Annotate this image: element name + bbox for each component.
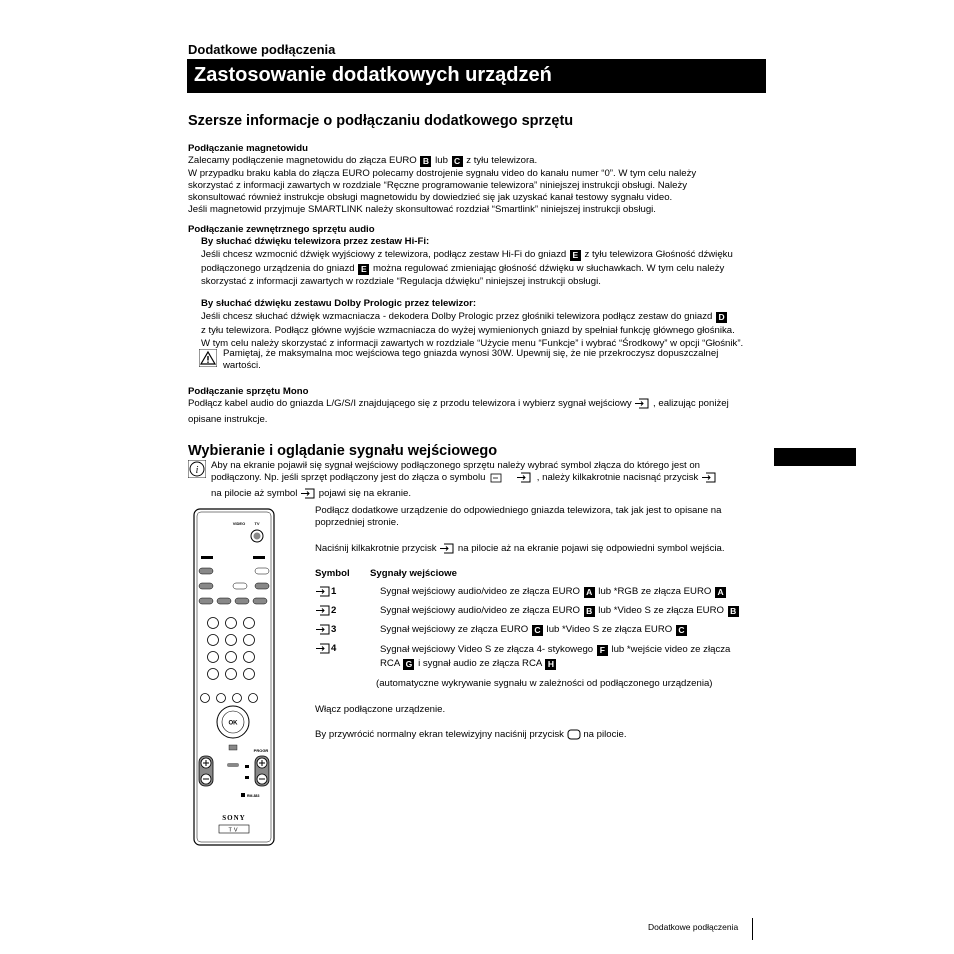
step-3: Włącz podłączone urządzenie. [315,704,446,715]
connector-d-badge: D [716,312,727,323]
remote-brand-label: SONY [222,814,246,822]
input-symbol-icon [315,586,331,597]
remote-control [193,508,275,846]
vcr-line-1: Zalecamy podłączenie magnetowidu do złącza EURO B lub C z tyłu telewizora. [188,155,538,167]
input-button-icon [439,543,455,558]
connector-c-badge: C [452,156,463,167]
tv-button-icon [567,729,581,744]
input-symbol-icon [315,605,331,616]
input-symbol-icon [300,488,316,503]
mono-title: Podłączanie sprzętu Mono [188,386,309,397]
section-heading-connections: Szersze informacje o podłączaniu dodatkowego sprzętu [188,113,574,129]
symbol-row: 1 Sygnał wejściowy audio/video ze złącza EURO A lub *RGB ze złącza EURO A [315,586,775,600]
step-4: By przywrócić normalny ekran telewizyjny naciśnij przycisk na pilocie. [315,729,627,744]
hifi-line-1: Jeśli chcesz wzmocnić dźwięk wyjściowy z telewizora, podłącz zestaw Hi-Fi do gniazd E z tyłu telewizora Głośność dźwięku [201,249,733,261]
dolby-block [201,298,771,350]
auto-detect-note: (automatyczne wykrywanie sygnału w zależności od podłączonego urządzenia) [376,678,713,689]
connector-e-badge: E [570,250,581,261]
col-symbol: Symbol [315,568,350,579]
mono-line-1: Podłącz kabel audio do gniazda L/G/S/I znajdującego się z przodu telewizora i wybierz sygnał wejściowy , ealizując poniżej [188,398,778,413]
section-heading-input: Wybieranie i oglądanie sygnału wejściowego [188,443,498,459]
remote-video-label: VIDEO [232,521,246,526]
remote-model-label: RM-883 [247,794,260,798]
vcr-block [188,143,778,217]
dolby-line-1: Jeśli chcesz słuchać dźwięk wzmacniacza - dekodera Dolby Prologic przez głośniki telewizora podłącz zestaw do gniazd D [201,310,771,323]
info-icon [188,460,206,483]
step-1: Podłącz dodatkowe urządzenie do odpowiedniego gniazda telewizora, tak jak jest to opisane na poprzedniej stronie. [315,505,722,529]
mono-line-2: opisane instrukcje. [188,413,268,425]
symbol-row: 3 Sygnał wejściowy ze złącza EURO C lub *Video S ze złącza EURO C [315,624,775,638]
footer-text: Dodatkowe podłączenia [648,922,739,932]
remote-tv-text: TV [228,827,240,834]
hifi-block [201,236,771,288]
vcr-title: Podłączanie magnetowidu [188,143,308,154]
hifi-line-2: podłączonego urządzenia do gniazd E można regulować zmieniając głośność dźwięku w słuchawkach. W tym celu należy [201,262,725,274]
input-symbol-small-icon [488,473,504,487]
audio-title: Podłączanie zewnętrznego sprzętu audio [188,224,375,235]
warning-icon [199,349,217,372]
section-label: Dodatkowe podłączenia [188,42,336,57]
mono-block [188,386,778,426]
hifi-title: By słuchać dźwięku telewizora przez zestaw Hi-Fi: [201,236,430,247]
dolby-line-2: z tyłu telewizora. Podłącz główne wyjście wzmacniacza do wyżej wymienionych gniazd by spełniał funkcję głównego głośnika. [201,324,735,336]
warning-text: Pamiętaj, że maksymalna moc wejściowa tego gniazda wynosi 30W. Upewnij się, że nie przekroczysz dopuszczalnej wartości. [223,348,719,372]
remote-prog-label: PROGR [253,748,269,753]
vcr-line-2: W przypadku braku kabla do złącza EURO polecamy dostrojenie sygnału video do kanału numer “0”. W tym celu należy [188,167,697,179]
dolby-title: By słuchać dźwięku zestawu Dolby Prologic przez telewizor: [201,298,477,309]
col-signals: Sygnały wejściowe [370,568,457,579]
page-title: Zastosowanie dodatkowych urządzeń [187,59,766,93]
hifi-line-3: skorzystać z informacji zawartych w rozdziale “Regulacja dźwięku” niniejszej instrukcji obsługi. [201,275,601,287]
dolby-line-3: W tym celu należy skorzystać z informacji zawartych w rozdziale “Użycie menu “Funkcje” i wybrać “Środkowy” w opcji “Głośnik”. [201,337,744,349]
vcr-line-5: Jeśli magnetowid przyjmuje SMARTLINK należy skonsultować rozdział “Smartlink” niniejszej instrukcji obsługi. [188,204,656,216]
remote-ok-button: OK [228,720,238,727]
symbol-row: 2 Sygnał wejściowy audio/video ze złącza EURO B lub *Video S ze złącza EURO B [315,605,775,619]
footer-divider [752,918,753,940]
input-symbol-icon [634,398,650,413]
input-button-icon [701,472,717,487]
vcr-line-3: skorzystać z informacji zawartych w rozdziale “Ręczne programowanie telewizora” niniejszej instrukcji obsługi. Należy [188,179,688,191]
remote-tv-label: TV [254,521,260,526]
symbol-row: 4 Sygnał wejściowy Video S ze złącza 4- stykowego F lub *wejście video ze złącza RCA G i sygnał audio ze złącza RCA H [315,643,775,671]
side-tab [774,448,856,466]
vcr-line-4: skonsultować również instrukcje obsługi magnetowidu by dowiedzieć się jak uzyskać kanał testowy sygnału video. [188,192,673,204]
info-text: Aby na ekranie pojawił się sygnał wejściowy podłączonego sprzętu należy wybrać symbol złącza do którego jest on podłączony. Np. jeśli sprzęt podłączony jest do złącza o symbolu , należy kilkakrotnie nacisnąć przycisk na pilocie aż symbol pojawi się na ekranie. [211,460,771,503]
svg-text:i: i [195,465,199,476]
input-symbol-icon [516,472,534,487]
connector-b-badge: B [420,156,431,167]
step-2: Naciśnij kilkakrotnie przycisk na pilocie aż na ekranie pojawi się odpowiedni symbol wejścia. [315,543,775,558]
connector-e-badge: E [358,264,369,275]
input-symbol-icon [315,624,331,635]
input-symbol-icon [315,643,331,654]
